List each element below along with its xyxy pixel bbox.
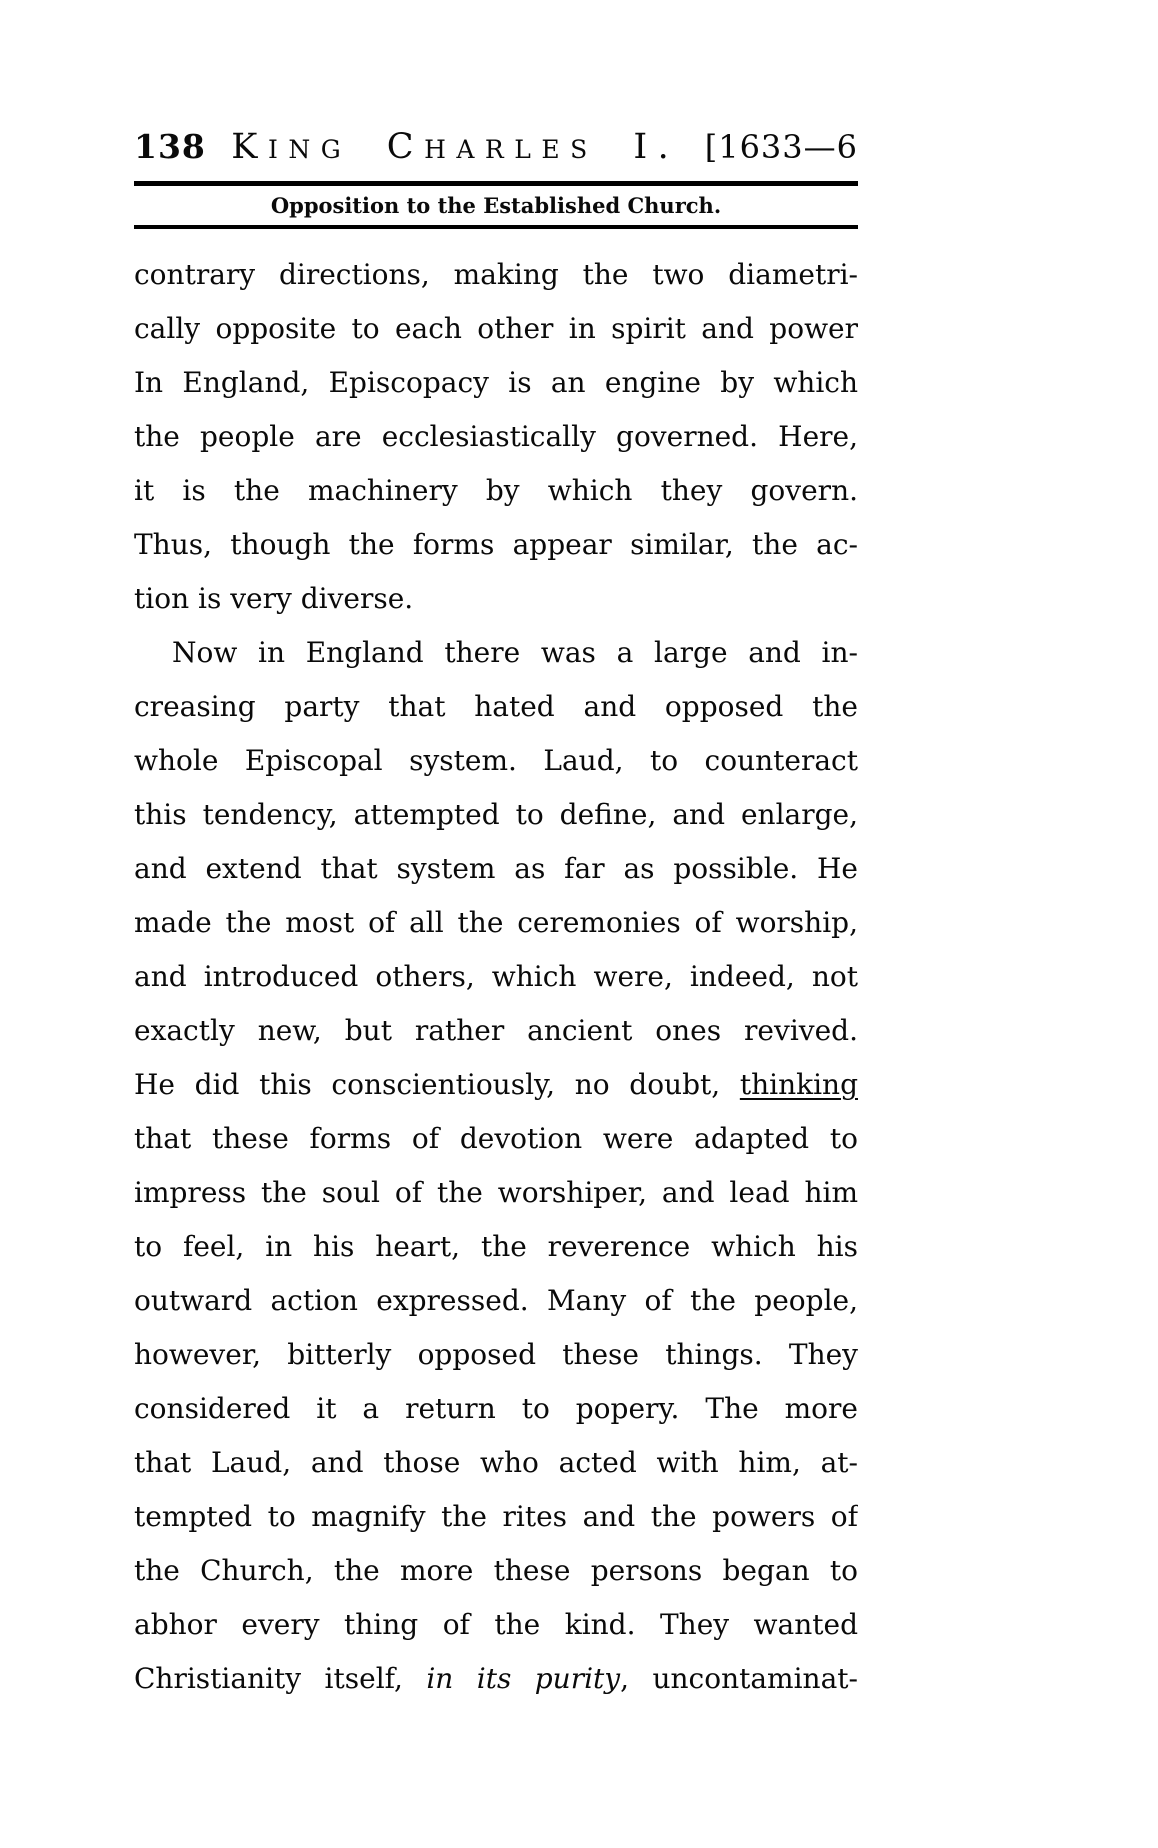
date-range: [1633—6: [704, 128, 858, 166]
text-segment: He did this conscientiously, no doubt,: [134, 1068, 740, 1101]
text-segment: In England, Episcopacy is an engine by which: [134, 366, 858, 399]
text-line: [134, 356, 858, 410]
text-line: [134, 1112, 858, 1166]
header-rule-top: [134, 181, 858, 186]
text-segment: , uncontaminat-: [620, 1662, 858, 1695]
text-line: [134, 626, 858, 680]
text-segment: it is the machinery by which they govern.: [134, 474, 858, 507]
running-title: King Charles I.: [231, 127, 680, 167]
text-segment: and extend that system as far as possible. He: [134, 852, 858, 885]
text-line: [134, 1490, 858, 1544]
header-rule-bottom: [134, 225, 858, 229]
text-line: [134, 1274, 858, 1328]
section-title: Opposition to the Established Church.: [270, 193, 722, 218]
text-segment: tempted to magnify the rites and the powers of: [134, 1500, 858, 1533]
text-segment: outward action expressed. Many of the people,: [134, 1284, 858, 1317]
text-segment: contrary directions, making the two diametri-: [134, 258, 858, 291]
text-segment: that these forms of devotion were adapted to: [134, 1122, 858, 1155]
text-line: [134, 1436, 858, 1490]
text-line: [134, 410, 858, 464]
text-line: [134, 1058, 858, 1112]
text-segment: Now in England there was a large and in-: [172, 636, 858, 669]
text-segment: creasing party that hated and opposed the: [134, 690, 858, 723]
text-segment: the people are ecclesiastically governed. Here,: [134, 420, 858, 453]
text-segment: this tendency, attempted to define, and enlarge,: [134, 798, 858, 831]
text-line: [134, 1544, 858, 1598]
text-line: [134, 896, 858, 950]
text-segment: that Laud, and those who acted with him, at-: [134, 1446, 858, 1479]
text-line: [134, 788, 858, 842]
text-line: [134, 1382, 858, 1436]
text-segment: the Church, the more these persons began to: [134, 1554, 858, 1587]
text-segment: made the most of all the ceremonies of worship,: [134, 906, 858, 939]
text-line: [134, 1598, 858, 1652]
text-segment: Christianity itself,: [134, 1662, 427, 1695]
text-line: [134, 1004, 858, 1058]
text-segment: and introduced others, which were, indeed, not: [134, 960, 858, 993]
text-line: [134, 842, 858, 896]
page-number: 138: [134, 127, 206, 166]
text-line: [134, 248, 858, 302]
text-segment: abhor every thing of the kind. They wanted: [134, 1608, 858, 1641]
running-header: [134, 126, 858, 168]
text-segment: cally opposite to each other in spirit and power: [134, 312, 858, 345]
text-segment: however, bitterly opposed these things. They: [134, 1338, 858, 1371]
text-segment: considered it a return to popery. The more: [134, 1392, 858, 1425]
text-segment: to feel, in his heart, the reverence which his: [134, 1230, 858, 1263]
text-line: [134, 1328, 858, 1382]
text-segment: Thus, though the forms appear similar, the ac-: [134, 528, 858, 561]
page-content: [134, 126, 858, 1706]
text-line: [134, 680, 858, 734]
text-segment: whole Episcopal system. Laud, to counteract: [134, 744, 858, 777]
text-line: [134, 518, 858, 572]
text-line: [134, 1652, 858, 1706]
text-line: [134, 302, 858, 356]
text-line: [134, 464, 858, 518]
text-line: [134, 950, 858, 1004]
text-segment: in its purity: [426, 1662, 621, 1695]
text-segment: thinking: [739, 1068, 858, 1101]
text-segment: tion is very diverse.: [134, 582, 414, 615]
text-line: [134, 1220, 858, 1274]
text-line: [134, 1166, 858, 1220]
text-line: [134, 734, 858, 788]
body-text: [134, 248, 858, 1706]
text-line: [134, 572, 858, 626]
text-segment: exactly new, but rather ancient ones revived.: [134, 1014, 858, 1047]
text-segment: impress the soul of the worshiper, and lead him: [134, 1176, 858, 1209]
